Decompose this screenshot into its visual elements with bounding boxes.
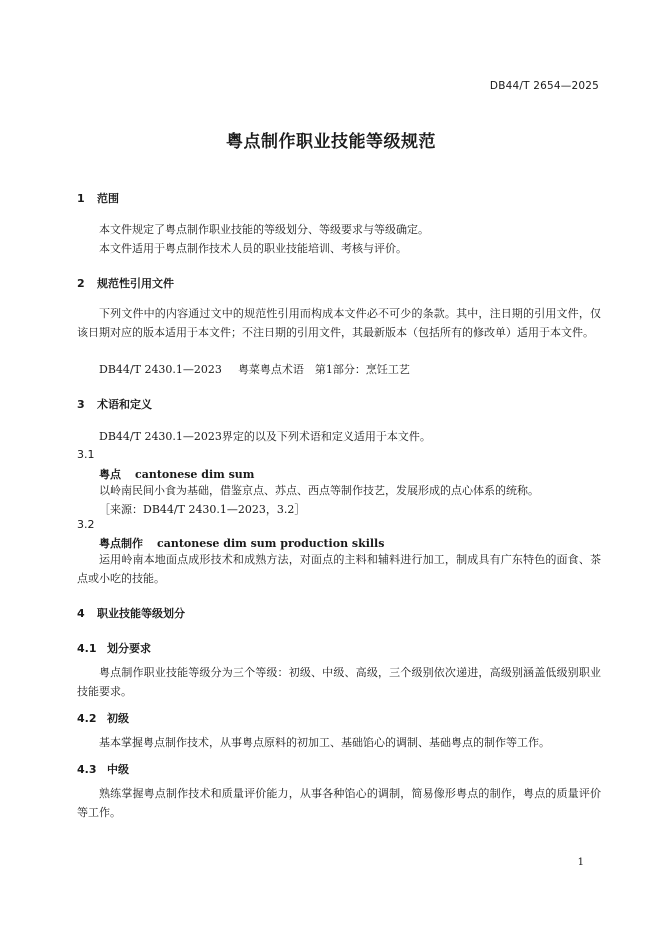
section-number: 1 <box>77 192 85 205</box>
normative-paragraph: 下列文件中的内容通过文中的规范性引用而构成本文件必不可少的条款。其中，注日期的引用文件，仅该日期对应的版本适用于本文件；不注日期的引用文件，其最新版本（包括所有的修改单）适用于本文件。 <box>77 307 601 339</box>
term-number: 3.1 <box>77 448 95 461</box>
subsection-number: 4.1 <box>77 642 97 655</box>
term-entry <box>99 466 254 482</box>
scope-paragraph-2: 本文件适用于粤点制作技术人员的职业技能培训、考核与评价。 <box>99 242 407 255</box>
section-heading-scope <box>77 190 119 206</box>
term-definition: 运用岭南本地面点成形技术和成熟方法，对面点的主料和辅料进行加工，制成具有广东特色的面食、茶点或小吃的技能。 <box>77 553 601 585</box>
terms-intro: DB44/T 2430.1—2023界定的以及下列术语和定义适用于本文件。 <box>99 430 431 443</box>
term-en: cantonese dim sum <box>135 468 255 481</box>
subsection-text: 熟练掌握粤点制作技术和质量评价能力，从事各种馅心的调制，简易像形粤点的制作，粤点的质量评价等工作。 <box>77 787 601 819</box>
term-zh: 粤点 <box>99 468 121 481</box>
section-number: 3 <box>77 398 85 411</box>
section-title: 术语和定义 <box>97 398 152 411</box>
section-heading-normative <box>77 275 174 291</box>
subsection-title: 划分要求 <box>107 642 151 655</box>
term-en: cantonese dim sum production skills <box>157 537 385 550</box>
subsection-number: 4.3 <box>77 763 97 776</box>
section-number: 4 <box>77 607 85 620</box>
section-title: 职业技能等级划分 <box>97 607 185 620</box>
reference-name: 粤菜粤点术语 第1部分：烹饪工艺 <box>237 363 410 376</box>
term-number: 3.2 <box>77 518 95 531</box>
term-source: ［来源：DB44/T 2430.1—2023，3.2］ <box>99 503 306 516</box>
subsection-text: 基本掌握粤点制作技术，从事粤点原料的初加工、基础馅心的调制、基础粤点的制作等工作。 <box>99 736 550 749</box>
subsection-title: 中级 <box>107 763 129 776</box>
normative-reference <box>99 360 410 379</box>
subsection-heading <box>77 761 129 777</box>
section-title: 范围 <box>97 192 119 205</box>
document-code: DB44/T 2654—2025 <box>489 80 599 92</box>
page-number: 1 <box>577 857 584 868</box>
term-entry <box>99 535 384 551</box>
section-heading-terms <box>77 396 152 412</box>
section-number: 2 <box>77 277 85 290</box>
document-title: 粤点制作职业技能等级规范 <box>226 132 436 152</box>
term-zh: 粤点制作 <box>99 537 143 550</box>
scope-paragraph-1: 本文件规定了粤点制作职业技能的等级划分、等级要求与等级确定。 <box>99 223 429 236</box>
subsection-text: 粤点制作职业技能等级分为三个等级：初级、中级、高级，三个级别依次递进，高级别涵盖低级别职业技能要求。 <box>77 666 601 698</box>
section-heading-levels <box>77 605 185 621</box>
section-title: 规范性引用文件 <box>97 277 174 290</box>
subsection-heading <box>77 710 129 726</box>
reference-code: DB44/T 2430.1—2023 <box>99 363 222 376</box>
term-definition: 以岭南民间小食为基础，借鉴京点、苏点、西点等制作技艺，发展形成的点心体系的统称。 <box>99 484 539 497</box>
subsection-number: 4.2 <box>77 712 97 725</box>
subsection-title: 初级 <box>107 712 129 725</box>
subsection-heading <box>77 640 151 656</box>
